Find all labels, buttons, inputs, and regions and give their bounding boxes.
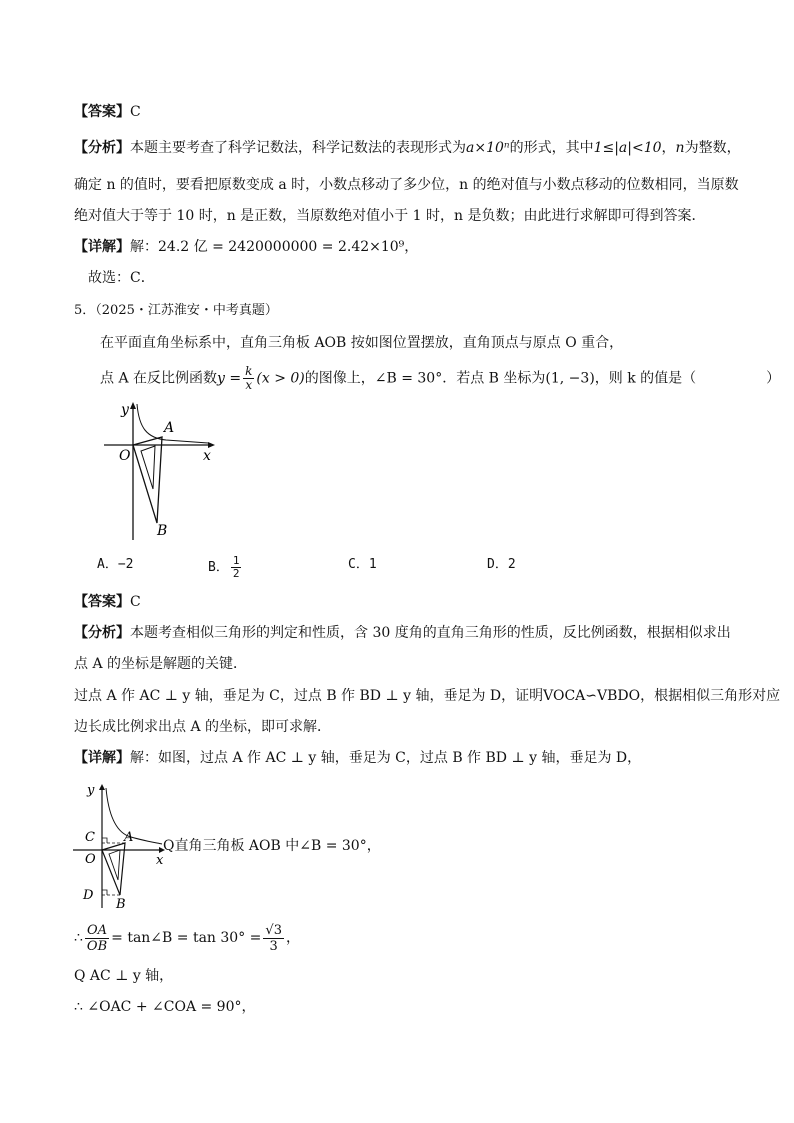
label-a: A: [124, 830, 134, 845]
fraction-denominator: x: [245, 378, 253, 392]
stem-text: ，则 k 的值是（ ）: [594, 370, 781, 387]
label-x: x: [203, 448, 211, 464]
analysis-text: 为整数，: [684, 140, 741, 156]
math-expression: 1≤|a|<10: [593, 140, 662, 156]
option-b: [208, 555, 243, 580]
label-y: y: [121, 402, 129, 418]
q5-detail-line-2: Q直角三角板 AOB 中∠B = 30°，: [163, 838, 381, 854]
fraction-numerator: k: [245, 364, 253, 378]
math-expression: a×10ⁿ: [466, 140, 510, 156]
math-expression: y =: [217, 370, 242, 387]
analysis-tag: 【分析】: [74, 140, 130, 156]
fraction: [243, 365, 254, 392]
detail-tag: 【详解】: [74, 750, 130, 766]
analysis-tag: 【分析】: [74, 625, 130, 641]
q5-stem-line-2: [100, 365, 780, 392]
fraction-denominator: 3: [269, 938, 278, 954]
label-d: D: [83, 888, 94, 903]
q5-step-3: [74, 920, 300, 956]
math-expression: = tan∠B = tan 30° =: [111, 930, 262, 946]
answer-value: C: [130, 104, 141, 120]
hyperbola-triangle-figure: [100, 398, 220, 540]
q5-analysis-line-3: 过点 A 作 AC ⊥ y 轴，垂足为 C，过点 B 作 BD ⊥ y 轴，垂足为 D，证明VOCA∽VBDO，根据相似三角形对应: [74, 688, 781, 704]
option-a: A．−2: [97, 557, 134, 572]
fraction-numerator: 1: [232, 554, 240, 567]
detail-tag: 【详解】: [74, 239, 130, 255]
fraction-denominator: 2: [232, 567, 240, 580]
math-expression: (1, −3): [545, 370, 595, 387]
question-source: （2025・江苏淮安・中考真题）: [95, 303, 278, 318]
triangle-aob: [102, 843, 125, 895]
answer-tag: 【答案】: [74, 594, 130, 610]
q4-analysis-line-3: 绝对值大于等于 10 时，n 是正数，当原数绝对值小于 1 时，n 是负数；由此进行求解即可得到答案．: [74, 208, 706, 224]
question-number: 5．: [74, 303, 96, 318]
q5-answer-line: [74, 592, 141, 612]
triangle-aob: [133, 437, 162, 523]
fraction: [263, 923, 284, 954]
answer-value: C: [130, 594, 141, 610]
label-b: B: [116, 897, 126, 910]
label-a: A: [164, 420, 175, 436]
hyperbola-curve: [106, 788, 162, 844]
y-axis-arrow-icon: [99, 784, 105, 790]
analysis-text: 本题考查相似三角形的判定和性质，含 30 度角的直角三角形的性质，反比例函数，根据相似求出: [130, 625, 731, 641]
label-c: C: [85, 830, 95, 845]
q5-analysis-line-4: 边长成比例求出点 A 的坐标，即可求解．: [74, 719, 332, 735]
triangle-inner: [109, 850, 120, 880]
detail-text: 解：如图，过点 A 作 AC ⊥ y 轴，垂足为 C，过点 B 作 BD ⊥ y 轴，垂足为 D，: [130, 750, 642, 766]
label-o: O: [85, 852, 96, 867]
detail-text: 解：24.2 亿 = 2420000000 = 2.42×10⁹，: [130, 239, 419, 255]
right-angle-mark-c: [102, 838, 107, 843]
q4-detail-line: [74, 237, 418, 257]
math-expression: ，: [285, 930, 300, 946]
analysis-text: 本题主要考查了科学记数法，科学记数法的表现形式为: [130, 140, 466, 156]
option-c: C．1: [348, 557, 377, 572]
analysis-text: ，: [661, 140, 676, 156]
right-angle-mark-d: [102, 890, 107, 895]
q4-analysis-line-1: [74, 138, 741, 158]
label-y: y: [87, 783, 95, 798]
answer-tag: 【答案】: [74, 104, 130, 120]
therefore-symbol: ∴: [74, 930, 83, 946]
math-expression: n: [675, 140, 685, 156]
y-axis-arrow-icon: [130, 402, 136, 409]
q4-analysis-line-2: 确定 n 的值时，要看把原数变成 a 时，小数点移动了多少位，n 的绝对值与小数点移动的位数相同，当原数: [74, 177, 739, 193]
solution-figure: [70, 780, 170, 910]
fraction: [231, 555, 242, 580]
q5-step-5: ∴ ∠OAC + ∠COA = 90°，: [74, 999, 256, 1015]
q5-detail-line: [74, 748, 641, 768]
math-expression: (x > 0): [256, 370, 305, 387]
q5-stem-line-1: 在平面直角坐标系中，直角三角板 AOB 按如图位置摆放，直角顶点与原点 O 重合，: [100, 335, 624, 351]
stem-text: 的图像上，∠B = 30°．若点 B 坐标为: [304, 370, 546, 387]
fraction: [85, 923, 109, 954]
q4-answer-line: [74, 102, 141, 122]
fraction-denominator: OB: [86, 938, 108, 954]
q5-step-4: Q AC ⊥ y 轴，: [74, 968, 174, 984]
fraction-numerator: √3: [265, 922, 282, 938]
q5-analysis-line-2: 点 A 的坐标是解题的关键．: [74, 656, 248, 672]
label-o: O: [119, 448, 131, 464]
triangle-inner: [141, 446, 155, 489]
q4-conclusion: 故选：C．: [88, 270, 155, 286]
q5-analysis-line-1: [74, 623, 731, 643]
stem-text: 点 A 在反比例函数: [100, 370, 218, 387]
q5-header: [74, 301, 278, 321]
label-x: x: [156, 853, 164, 868]
option-d: D．2: [487, 557, 516, 572]
option-b-prefix: B．: [208, 560, 229, 575]
label-b: B: [157, 523, 168, 539]
analysis-text: 的形式，其中: [509, 140, 594, 156]
fraction-numerator: OA: [85, 923, 109, 939]
